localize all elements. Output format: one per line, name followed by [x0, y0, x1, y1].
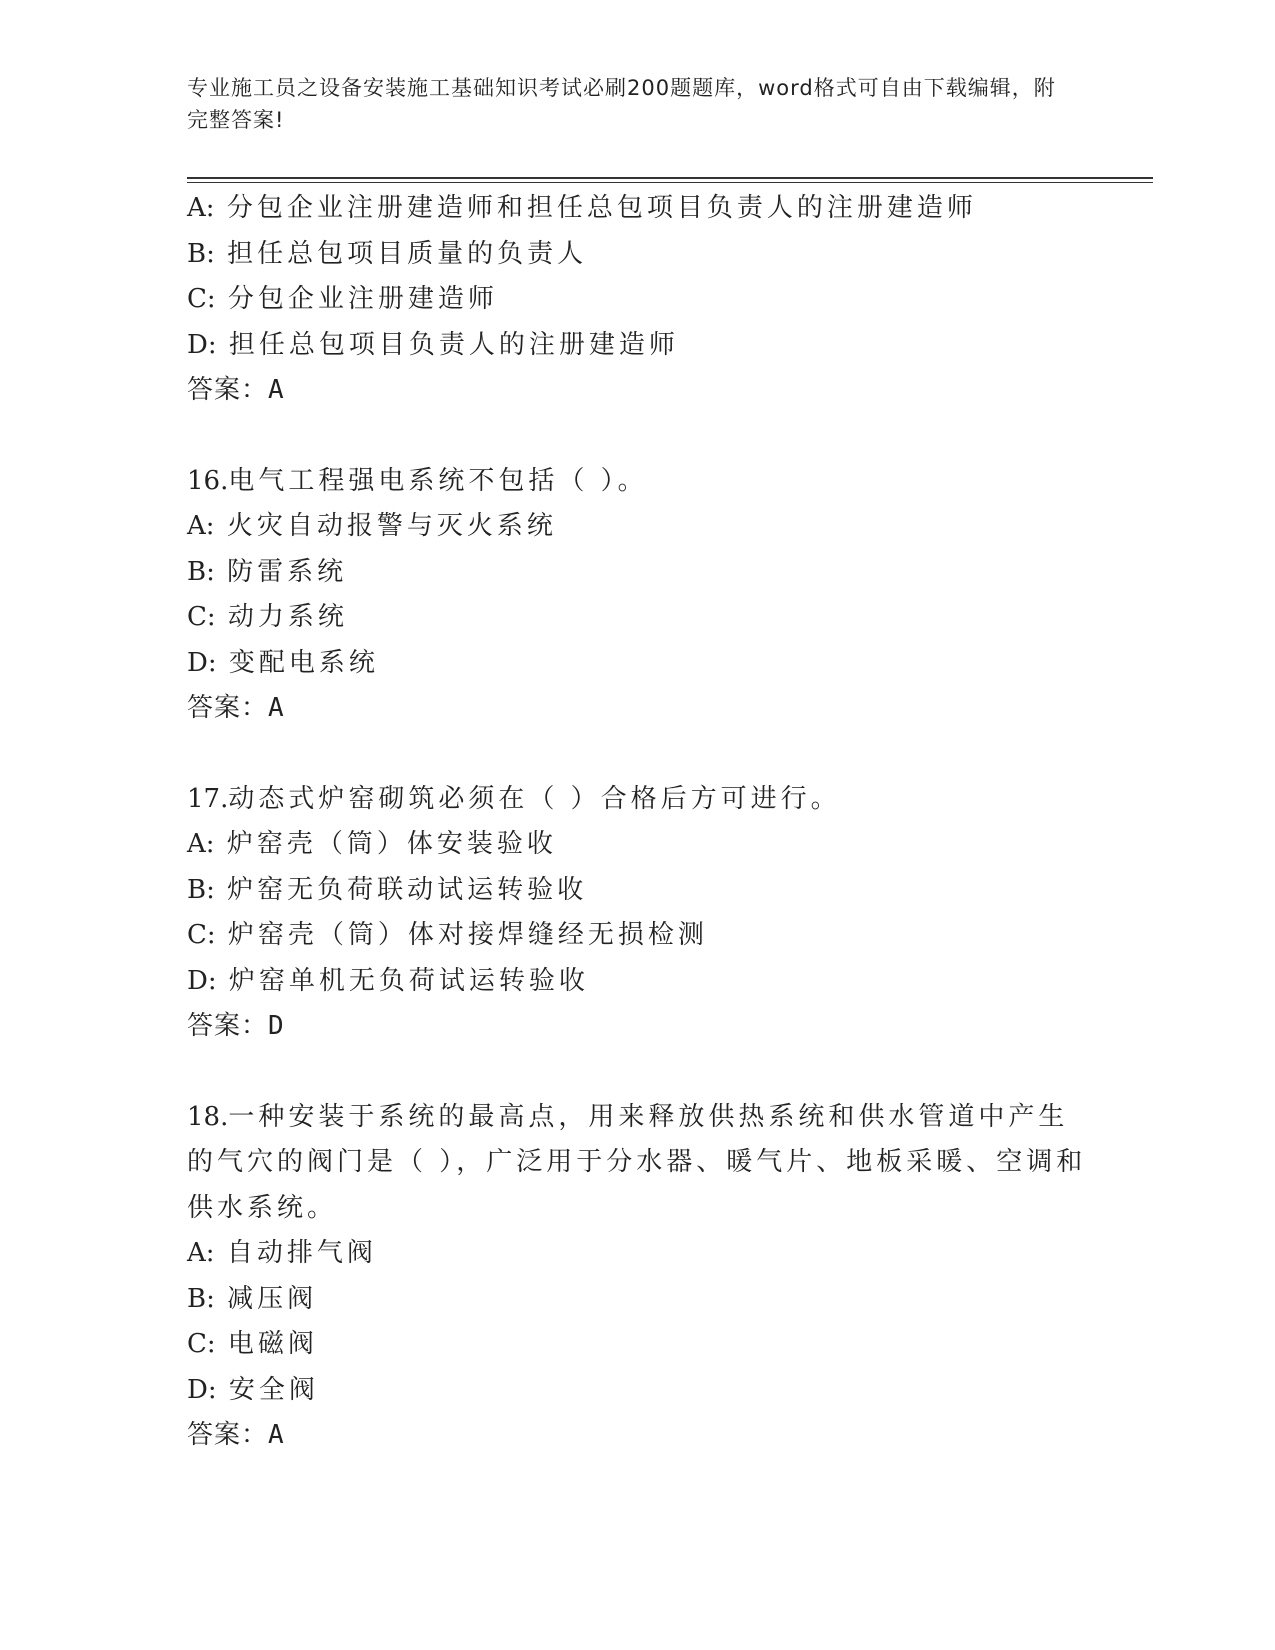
header-divider-thin: [187, 182, 1153, 183]
option-c: C: 动力系统: [187, 602, 348, 632]
document-header: [187, 72, 1067, 136]
option-d: D: 变配电系统: [187, 647, 379, 678]
option-a: A: 自动排气阀: [187, 1238, 377, 1268]
document-title: 专业施工员之设备安装施工基础知识考试必刷200题题库，word格式可自由下载编辑，附完整答案!: [187, 76, 1056, 132]
option-b: B: 炉窑无负荷联动试运转验收: [187, 874, 588, 905]
option-c: C: 炉窑壳（筒）体对接焊缝经无损检测: [187, 920, 708, 950]
question-stem: 17.动态式炉窑砌筑必须在（ ）合格后方可进行。: [187, 783, 841, 814]
option-a: A: 炉窑壳（筒）体安装验收: [187, 829, 557, 859]
answer-line: 答案：A: [187, 693, 285, 723]
question-17: [187, 777, 1087, 1050]
question-18: [187, 1095, 1087, 1459]
option-d: D: 担任总包项目负责人的注册建造师: [187, 329, 679, 360]
option-d: D: 安全阀: [187, 1374, 319, 1405]
question-content: [187, 186, 1087, 1459]
option-b: B: 减压阀: [187, 1283, 318, 1314]
option-b: B: 担任总包项目质量的负责人: [187, 238, 588, 269]
answer-line: 答案：A: [187, 375, 285, 405]
option-c: C: 电磁阀: [187, 1329, 318, 1359]
question-continued: [187, 186, 1087, 414]
question-stem: 16.电气工程强电系统不包括（ ）。: [187, 465, 648, 496]
answer-line: 答案：A: [187, 1420, 285, 1450]
header-divider-thick: [187, 177, 1153, 179]
option-b: B: 防雷系统: [187, 556, 348, 587]
question-16: [187, 459, 1087, 732]
answer-line: 答案：D: [187, 1011, 285, 1041]
question-stem: 18.一种安装于系统的最高点，用来释放供热系统和供水管道中产生的气穴的阀门是（ ），广泛用于分水器、暖气片、地板采暖、空调和供水系统。: [187, 1101, 1087, 1223]
option-c: C: 分包企业注册建造师: [187, 284, 498, 314]
option-a: A: 分包企业注册建造师和担任总包项目负责人的注册建造师: [187, 193, 977, 223]
option-a: A: 火灾自动报警与灭火系统: [187, 511, 557, 541]
option-d: D: 炉窑单机无负荷试运转验收: [187, 965, 589, 996]
